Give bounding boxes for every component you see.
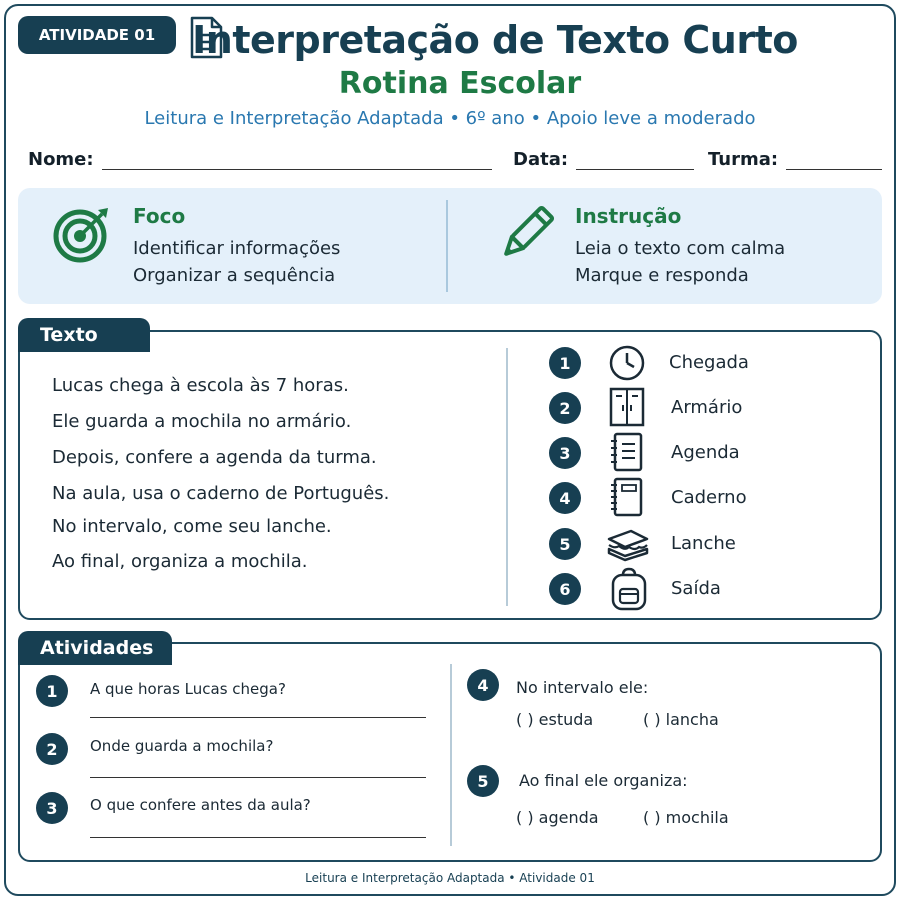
- story-line-1: Lucas chega à escola às 7 horas.: [52, 375, 349, 396]
- text-section-tab: Texto: [18, 318, 150, 352]
- option-checkbox[interactable]: ( ) agenda: [516, 808, 599, 827]
- question-text: No intervalo ele:: [516, 678, 649, 697]
- step-label: Saída: [671, 578, 721, 599]
- name-line[interactable]: [102, 148, 492, 170]
- activities-divider: [450, 664, 452, 846]
- step-number: 5: [549, 528, 581, 560]
- target-icon: [52, 204, 112, 264]
- clock-icon: [607, 343, 647, 383]
- focus-line-2: Organizar a sequência: [133, 265, 336, 286]
- question-text: Onde guarda a mochila?: [90, 737, 274, 755]
- option-checkbox[interactable]: ( ) mochila: [643, 808, 729, 827]
- step-label: Agenda: [671, 442, 740, 463]
- text-section: [18, 330, 882, 620]
- panel-divider: [446, 200, 448, 292]
- story-line-2: Ele guarda a mochila no armário.: [52, 411, 352, 432]
- step-number: 6: [549, 573, 581, 605]
- instruction-line-2: Marque e responda: [575, 265, 749, 286]
- step-label: Chegada: [669, 352, 749, 373]
- step-number: 4: [549, 482, 581, 514]
- question-text: A que horas Lucas chega?: [90, 680, 286, 698]
- story-line-6: Ao final, organiza a mochila.: [52, 551, 308, 572]
- question-number: 3: [36, 792, 68, 824]
- activities-section-tab: Atividades: [18, 631, 172, 665]
- page-tagline: Leitura e Interpretação Adaptada • 6º ano • Apoio leve a moderado: [144, 108, 756, 129]
- text-divider: [506, 348, 508, 606]
- question-number: 1: [36, 675, 68, 707]
- option-checkbox[interactable]: ( ) lancha: [643, 710, 719, 729]
- step-label: Lanche: [671, 533, 736, 554]
- date-label: Data:: [513, 149, 569, 170]
- answer-line[interactable]: [90, 837, 426, 838]
- sandwich-icon: [605, 523, 651, 563]
- step-label: Caderno: [671, 487, 747, 508]
- answer-line[interactable]: [90, 777, 426, 778]
- page-subtitle: Rotina Escolar: [338, 66, 582, 101]
- question-number: 4: [467, 669, 499, 701]
- step-number: 3: [549, 437, 581, 469]
- instruction-title: Instrução: [575, 204, 682, 228]
- instruction-line-1: Leia o texto com calma: [575, 238, 786, 259]
- agenda-icon: [607, 432, 647, 472]
- focus-line-1: Identificar informações: [133, 238, 341, 259]
- pencil-icon: [494, 202, 558, 266]
- question-number: 2: [36, 733, 68, 765]
- date-line[interactable]: [576, 148, 694, 170]
- locker-icon: [607, 387, 647, 427]
- question-number: 5: [467, 765, 499, 797]
- class-field[interactable]: [708, 148, 882, 170]
- page-title: Interpretação de Texto Curto: [192, 18, 798, 62]
- focus-title: Foco: [133, 204, 186, 228]
- date-field[interactable]: [513, 148, 694, 170]
- name-label: Nome:: [28, 149, 94, 170]
- step-number: 2: [549, 392, 581, 424]
- name-field[interactable]: [28, 148, 492, 170]
- notebook-icon: [607, 477, 647, 517]
- class-line[interactable]: [786, 148, 882, 170]
- option-checkbox[interactable]: ( ) estuda: [516, 710, 594, 729]
- question-text: O que confere antes da aula?: [90, 796, 311, 814]
- backpack-icon: [607, 567, 651, 611]
- answer-line[interactable]: [90, 717, 426, 718]
- class-label: Turma:: [708, 149, 779, 170]
- story-line-3: Depois, confere a agenda da turma.: [52, 447, 377, 468]
- story-line-5: No intervalo, come seu lanche.: [52, 516, 332, 537]
- question-text: Ao final ele organiza:: [519, 771, 688, 790]
- activity-badge: ATIVIDADE 01: [18, 16, 176, 54]
- story-line-4: Na aula, usa o caderno de Português.: [52, 483, 390, 504]
- step-label: Armário: [671, 397, 743, 418]
- page-footer: Leitura e Interpretação Adaptada • Atividade 01: [305, 871, 595, 885]
- step-number: 1: [549, 347, 581, 379]
- student-fields: [28, 148, 878, 178]
- info-panel: [18, 188, 882, 304]
